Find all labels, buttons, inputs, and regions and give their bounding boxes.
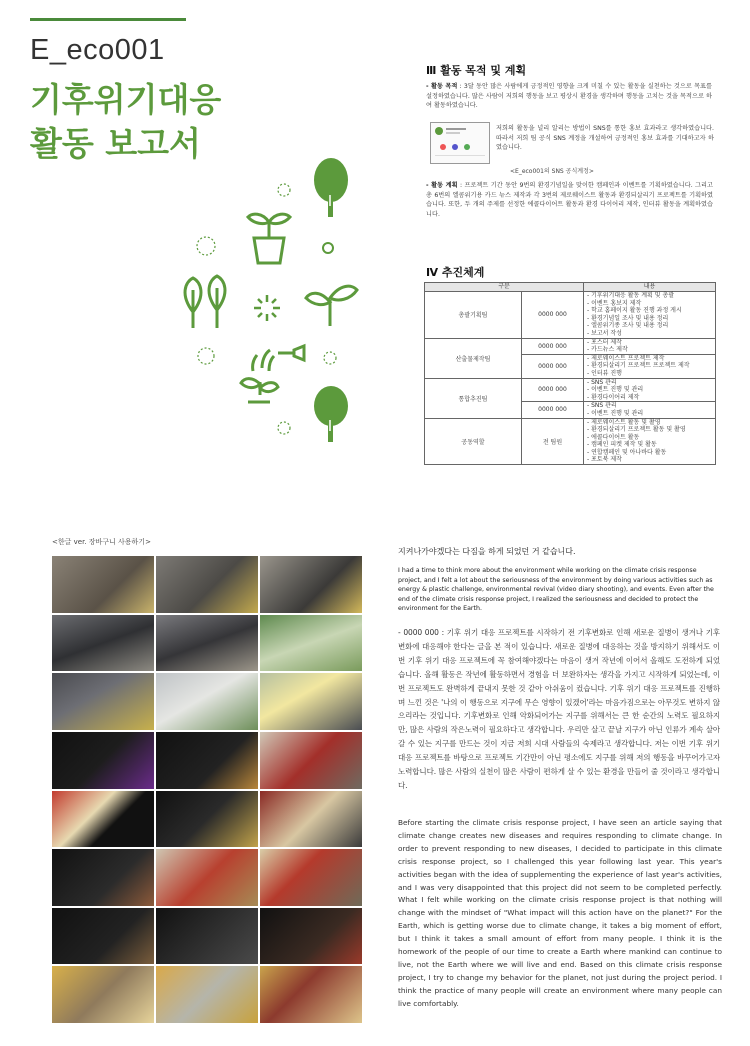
photo xyxy=(260,849,362,906)
team-tasks xyxy=(584,354,716,378)
dotted-circle-icon xyxy=(324,352,336,364)
photo xyxy=(52,673,154,730)
eco-illustration xyxy=(170,150,380,450)
activity-goal xyxy=(426,82,712,111)
sns-description: 저희의 활동을 널리 알리는 방법이 SNS를 통한 홍보 효과라고 생각하였습니다. 따라서 저희 팀 공식 SNS 계정을 개설하여 긍정적인 홍보 효과를 기대하고자 하였습니다. xyxy=(496,125,714,152)
task-item: - SNS 관리 xyxy=(587,402,617,410)
photo xyxy=(156,849,258,906)
photo xyxy=(260,966,362,1023)
sprout-icon xyxy=(306,286,357,326)
header-rule xyxy=(30,18,186,21)
tree-icon xyxy=(314,158,348,217)
reflection-korean: - 0000 000 : 기후 위기 대응 프로젝트를 시작하기 전 기후변화로 인해 새로운 질병이 생겨나 기후변화에 대응해야 한다는 글을 본 적이 있습니다. 새로운 질병에 대응하는 것을 방지하기 위해서도 이번 기후 위기 대응 프로젝트에 꼭 참여해야겠다는 마음이 생겨 작년에 이어서 올해도 도전하게 되었습니다. 올해 활동은 작년에 활동하면서 경험을 더 보완하자는 생각을 가지고 시작하게 되었는데, 이번 프로젝트도 완벽하게 끝내지 못한 것 같아 아쉬움이 컸습니다. 기후 위기 대응 프로젝트를 진행하며 느낀 것은 '나의 이 행동으로 지구에 무슨 영향이 있겠어'라는 마음가짐으로는 아무것도 변하지 않으리라는 것입니다. 기후변화로 인해 악화되어가는 지구를 위해서는 큰 한 순간의 노력도 필요하지만, 많은 사람의 작은노력이 필요하다고 생각합니다. 우리만 살고 끝날 지구가 아닌 인류가 계속 살아갈 수 있는 지구를 만드는 것이 지금 저희 시대 사람들의 숙제라고 생각합니다. 저는 이번 기후 위기 대응 프로젝트를 바탕으로 프로젝트 기간만이 아닌 평소에도 지구를 위해 저의 행동을 바꾸어가고자 노력합니다. 많은 사람의 실천이 많은 사람이 편하게 살 수 있는 환경을 만들어 줄 것이라고 생각합니다. xyxy=(398,628,720,790)
task-item: - 환경되살리기 프로젝트 활동 및 촬영 xyxy=(587,426,686,434)
photo xyxy=(52,732,154,789)
watering-can-icon xyxy=(241,346,304,402)
team-name: 총괄기획팀 xyxy=(425,292,522,339)
photo xyxy=(156,732,258,789)
team-tasks xyxy=(584,418,716,465)
team-member: 0000 000 xyxy=(522,354,584,378)
plan-text: : 프로젝트 기간 동안 9번의 환경기념일을 맞이한 캠페인과 이벤트를 기획하였습니다. 그리고 총 6번의 엘콤위기용 카드 뉴스 제작과 각 3번의 제로웨이스트 활동과 환경되살리기 프로젝트를 기획하였습니다. 또한, 두 개의 주제를 선정한 에콜다이어트 활동과 환경 다이어리 제작, 인터뷰 활동을 계획하였습니다. xyxy=(426,182,713,218)
photo xyxy=(52,908,154,965)
photo xyxy=(156,673,258,730)
photo xyxy=(52,849,154,906)
photo xyxy=(156,908,258,965)
table-row xyxy=(425,338,716,354)
team-member: 0000 000 xyxy=(522,338,584,354)
team-tasks xyxy=(584,338,716,354)
task-item: - 환경기념일 조사 및 내용 정리 xyxy=(587,314,669,322)
table-row xyxy=(425,378,716,402)
section3-heading: Ⅲ 활동 목적 및 계획 xyxy=(426,64,527,77)
task-item: - 이벤트 진행 및 관리 xyxy=(587,386,644,394)
sns-account-screenshot xyxy=(430,122,490,164)
photo xyxy=(156,966,258,1023)
reflection-quote: 지켜나가야겠다는 다짐을 하게 되었던 거 같습니다. xyxy=(398,547,576,556)
photo xyxy=(260,615,362,672)
table-row xyxy=(425,418,716,465)
goal-label: - 활동 목적 xyxy=(426,83,458,90)
dotted-circle-icon xyxy=(278,184,290,196)
project-code: E_eco001 xyxy=(30,34,165,66)
dotted-circle-icon xyxy=(278,422,290,434)
task-item: - 제로웨이스트 활동 및 촬영 xyxy=(587,418,661,426)
task-item: - 기후위기대응 활동 계획 및 총괄 xyxy=(587,292,675,299)
task-item: - 연합캠페인 및 아나바다 활동 xyxy=(587,448,667,456)
table-header-category: 구분 xyxy=(425,283,584,292)
photo-caption: <한글 ver. 장바구니 사용하기> xyxy=(52,538,151,546)
table-header-content: 내용 xyxy=(584,283,716,292)
photo xyxy=(156,791,258,848)
goal-text: : 3달 동안 많은 사람에게 긍정적인 영향을 크게 미칠 수 있는 활동을 실천하는 것으로 목표를 설정하였습니다. 많은 사람이 저희의 행동을 보고 평상시 환경을 생각하며 행동을 고치는 것을 목적으로 하여 활동하였습니다. xyxy=(426,83,712,110)
task-item: - 인터뷰 진행 xyxy=(587,369,622,377)
photo xyxy=(52,615,154,672)
task-item: - 환경되살리기 프로젝트 프로젝트 제작 xyxy=(587,362,690,370)
organization-table xyxy=(424,282,716,465)
task-item: - 엘콤위기종 조사 및 내용 정리 xyxy=(587,322,669,330)
task-item: - 카드뉴스 제작 xyxy=(587,346,628,354)
tree-icon xyxy=(314,386,348,442)
team-member: 0000 000 xyxy=(522,292,584,339)
task-item: - 포스터 제작 xyxy=(587,338,622,346)
team-tasks xyxy=(584,292,716,339)
section4-heading: Ⅳ 추진체계 xyxy=(426,266,485,279)
activity-plan xyxy=(426,181,713,219)
photo xyxy=(156,615,258,672)
task-item: - 포토북 제작 xyxy=(587,456,622,464)
task-item: - 제로웨이스트 프로젝트 제작 xyxy=(587,354,665,362)
team-member: 0000 000 xyxy=(522,378,584,402)
task-item: - 보고서 작성 xyxy=(587,329,622,337)
task-item: - 학교 홈페이지 활동 진행 과정 게시 xyxy=(587,307,682,315)
team-name: 공동역할 xyxy=(425,418,522,465)
task-item: - 이벤트 진행 및 관리 xyxy=(587,409,644,417)
photo xyxy=(52,966,154,1023)
photo xyxy=(260,556,362,613)
team-member: 0000 000 xyxy=(522,402,584,418)
team-tasks xyxy=(584,402,716,418)
team-tasks xyxy=(584,378,716,402)
tree-icon xyxy=(185,276,225,328)
task-item: - 에콜다이어트 활동 xyxy=(587,433,640,441)
reflection-english: Before starting the climate crisis response project, I have seen an article saying that climate change creates new diseases and requires responding to climate change. In order to prevent responding to new diseases, I decided to participate in this climate crisis response project, so I challenged this year following last year. This year's activities began with the idea of supplementing the experience of last year's activities, and I was very disappointed that this project did not seem to be completed perfectly. What I felt while working on the climate crisis response project is that nothing will change with the mindset of "What impact will this action have on the planet?" For the Earth, which is getting worse due to climate change, it takes a big moment of effort, but I think it takes a small amount of effort from many people. I think it is the homework of the people of our time to create a Earth where mankind can continue to live, not the Earth where we will live and end. Based on this climate crisis response project, I try to change my behavior for the planet, not just during the project period. I think the practice of many people will create an environment where many people can live comfortably. xyxy=(398,818,722,1008)
reflection-english-top: I had a time to think more about the environment while working on the climate crisis response project, and I felt a lot about the seriousness of the environment by doing various activities such as energy & plastic challenge, environmental revival (video diary shooting), and events. Even after the end of the climate crisis response project, I realized the seriousness and decided to protect the environment for the Earth. xyxy=(398,567,714,613)
team-name: 통합추진팀 xyxy=(425,378,522,418)
photo xyxy=(260,732,362,789)
photo xyxy=(52,791,154,848)
task-item: - SNS 관리 xyxy=(587,378,617,386)
team-member: 전 팀원 xyxy=(522,418,584,465)
potted-plant-icon xyxy=(248,214,290,263)
task-item: - 이벤트 홍보지 제작 xyxy=(587,299,642,307)
photo xyxy=(260,791,362,848)
report-title-line1: 기후위기대응 xyxy=(30,80,222,119)
photo xyxy=(260,908,362,965)
dotted-circle-icon xyxy=(197,237,215,255)
table-row xyxy=(425,292,716,339)
photo xyxy=(52,556,154,613)
circle-icon xyxy=(323,243,333,253)
team-name: 산출물제작팀 xyxy=(425,338,522,378)
report-title-line2: 활동 보고서 xyxy=(30,124,201,163)
photo xyxy=(156,556,258,613)
photo-grid xyxy=(52,556,362,1023)
plan-label: - 활동 계획 xyxy=(426,182,458,189)
task-item: - 환경다이어리 제작 xyxy=(587,393,640,401)
photo xyxy=(260,673,362,730)
sparkle-icon xyxy=(254,295,280,321)
sns-caption: <E_eco001의 SNS 공식계정> xyxy=(510,168,594,175)
task-item: - 캠페인 피켓 제작 및 활동 xyxy=(587,441,657,449)
dotted-circle-icon xyxy=(198,348,214,364)
